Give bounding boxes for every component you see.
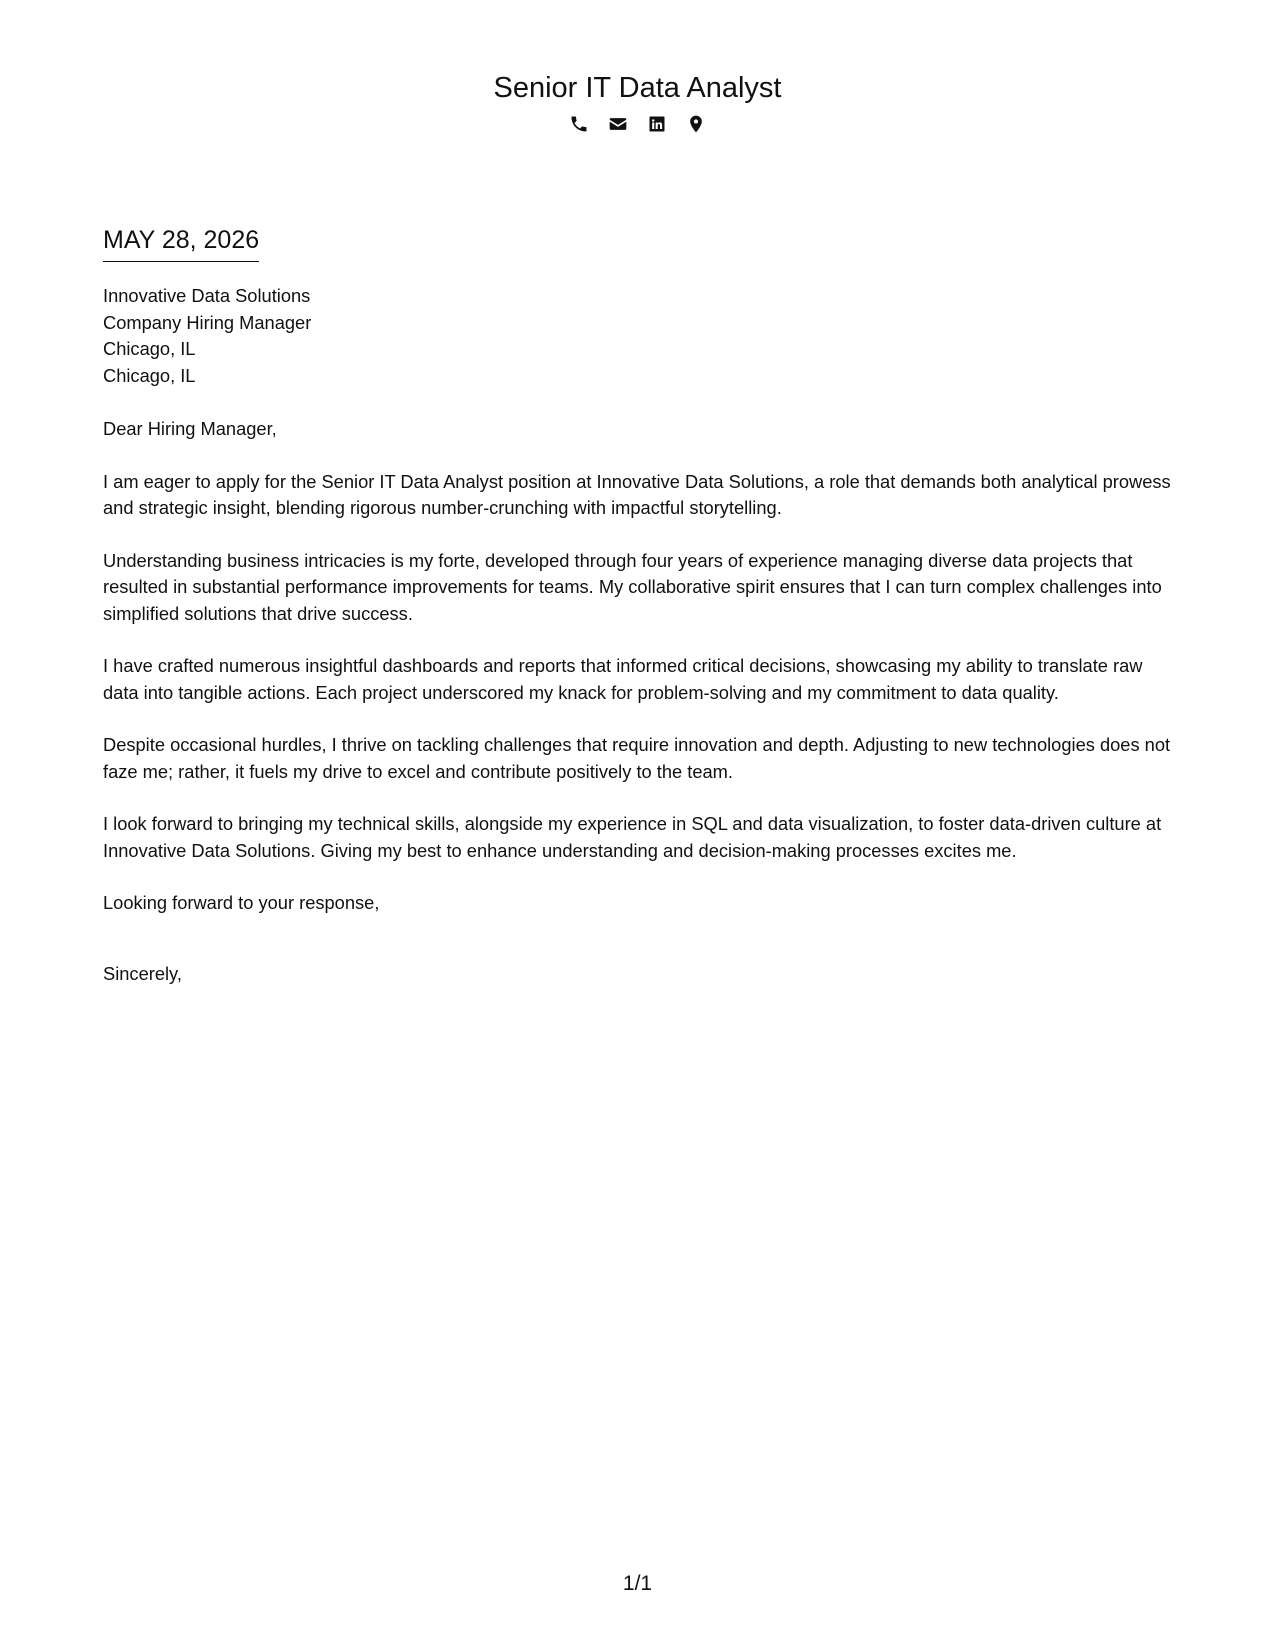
- phone-icon[interactable]: [569, 114, 589, 134]
- recipient-block: [103, 283, 1175, 389]
- date-section: [103, 224, 259, 262]
- envelope-icon[interactable]: [608, 114, 628, 134]
- recipient-contact: Company Hiring Manager: [103, 311, 312, 333]
- salutation: Dear Hiring Manager,: [103, 418, 277, 439]
- body-paragraph: Despite occasional hurdles, I thrive on tackling challenges that require innovation and depth. Adjusting to new technologies does not faze me; rather, it fuels my drive to excel and contribute positively to the team.: [103, 734, 1171, 782]
- linkedin-icon[interactable]: [647, 114, 667, 134]
- contact-icons: [0, 112, 1275, 136]
- signoff: Sincerely,: [103, 962, 182, 984]
- body-paragraph: Understanding business intricacies is my forte, developed through four years of experience managing diverse data projects that resulted in substantial performance improvements for teams. My collaborative spirit ensures that I can turn complex challenges into simplified solutions that drive success.: [103, 549, 1162, 624]
- recipient-company: Innovative Data Solutions: [103, 285, 311, 306]
- body-paragraph: I have crafted numerous insightful dashboards and reports that informed critical decisions, showcasing my ability to translate raw data into tangible actions. Each project underscored my knack for problem-solving and my commitment to data quality.: [103, 655, 1143, 703]
- letter-body: [103, 283, 1175, 987]
- page-title: Senior IT Data Analyst: [493, 72, 782, 104]
- recipient-address-line1: Chicago, IL: [103, 338, 196, 359]
- letter-date: MAY 28, 2026: [103, 224, 259, 262]
- map-pin-icon[interactable]: [686, 114, 706, 134]
- page-number: 1/1: [622, 1572, 653, 1595]
- closing-line: Looking forward to your response,: [103, 892, 380, 913]
- letter-header: [0, 70, 1275, 136]
- body-paragraph: I am eager to apply for the Senior IT Data Analyst position at Innovative Data Solutions, a role that demands both analytical prowess and strategic insight, blending rigorous number-crunching with impactful storytelling.: [103, 470, 1171, 518]
- body-paragraph: I look forward to bringing my technical skills, alongside my experience in SQL and data visualization, to foster data-driven culture at Innovative Data Solutions. Giving my best to enhance understanding and decision-making processes excites me.: [103, 813, 1162, 861]
- recipient-address-line2: Chicago, IL: [103, 364, 196, 386]
